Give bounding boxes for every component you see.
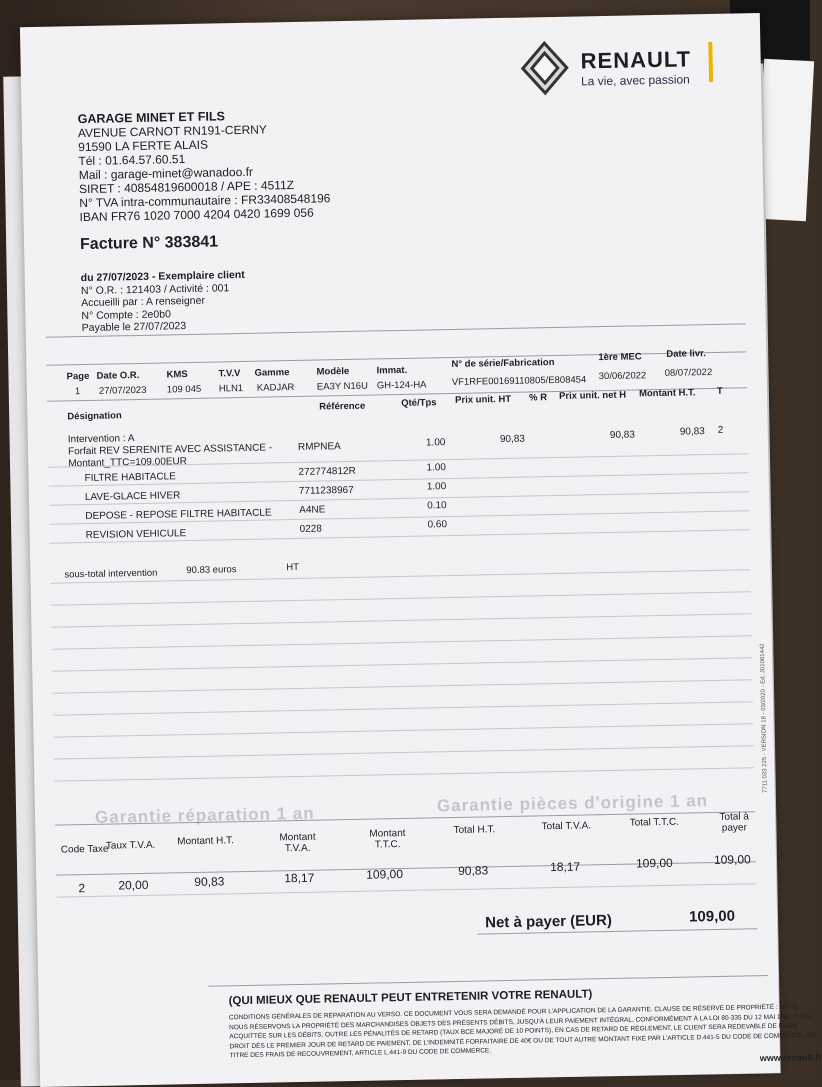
row-rule xyxy=(54,767,754,781)
col-unit-net: Prix unit. net H xyxy=(558,389,627,402)
totals-header-montant-ttc: Montant T.T.C. xyxy=(369,827,406,851)
totals-header-montant-tva: Montant T.V.A. xyxy=(279,831,316,855)
line-item-reference: 272774812R xyxy=(298,465,356,478)
subtotal-label: sous-total intervention xyxy=(64,567,158,581)
line-item-reference: A4NE xyxy=(299,504,326,516)
totals-header-montant-ht: Montant H.T. xyxy=(177,835,235,848)
totals-header-total-ht: Total H.T. xyxy=(453,824,496,837)
line-item-designation: Forfait REV SERENITE AVEC ASSISTANCE - xyxy=(67,442,273,458)
line-item-tax-code: 2 xyxy=(717,424,724,436)
vehicle-header-serial: N° de série/Fabrication xyxy=(451,357,555,370)
row-rule xyxy=(54,723,754,737)
brand-slogan: La vie, avec passion xyxy=(580,72,690,89)
line-item-designation: LAVE-GLACE HIVER xyxy=(84,490,181,504)
vehicle-header-date-or: Date O.R. xyxy=(96,369,140,382)
garage-name: GARAGE MINET ET FILS xyxy=(77,109,226,127)
footer-conditions: CONDITIONS GÉNÉRALES DE RÉPARATION AU VERSO. CE DOCUMENT VOUS SERA DEMANDÉ POUR L'APPLICATION DE LA GARANTIE. CLAUSE DE RÉSERVE DE PROPRIÉTÉ : NOUS NOUS RÉSERVONS LA PROPRIÉTÉ DES MARCHANDISES OBJETS DES PRÉSENTS DÉBITS, JUSQU'À LEUR PAIEMENT INTÉGRAL, CONFORMÉMENT À LA LOI 80-335 DU 12 MAI 1980. T.V.A. ACQUITTÉE SUR LES DÉBITS. OUTRE LES PÉNALITÉS DE RETARD (TAUX BCE MAJORÉ DE 10 POINTS), EN CAS DE RETARD DE RÈGLEMENT, LE CLIENT SERA REDEVABLE DE PLEIN DROIT DÈS LE PREMIER JOUR DE RETARD DE PAIEMENT, DE L'INDEMNITÉ FORFAITAIRE DE 40€ OU DE TOUT AUTRE MONTANT FIXÉ PAR L'ARTICLE D.441-5 DU CODE DE COMMERCE, AU TITRE DES FRAIS DE RECOUVREMENT, ARTICLE L.441-9 DU CODE DE COMMERCE. xyxy=(228,1003,816,1060)
invoice-accueil: Accueilli par : A renseigner xyxy=(81,294,206,310)
vehicle-header-delivery: Date livr. xyxy=(666,348,707,360)
line-item-unit-net: 90,83 xyxy=(609,429,635,441)
totals-total-ttc: 109,00 xyxy=(635,855,673,871)
line-item-designation: REVISION VEHICULE xyxy=(85,528,187,542)
line-item-designation: Montant_TTC=109.00EUR xyxy=(68,456,188,470)
garage-iban: IBAN FR76 1020 7000 4204 0420 1699 056 xyxy=(79,205,314,225)
invoice-account: N° Compte : 2e0b0 xyxy=(81,308,171,322)
line-item-reference: 7711238967 xyxy=(298,484,354,497)
invoice-date-line: du 27/07/2023 - Exemplaire client xyxy=(80,268,245,285)
invoice-meta xyxy=(81,269,246,335)
garage-phone: Tél : 01.64.57.60.51 xyxy=(78,152,186,169)
line-item-designation: FILTRE HABITACLE xyxy=(84,471,176,485)
totals-header-code: Code Taxe xyxy=(60,843,109,856)
totals-montant-tva: 18,17 xyxy=(284,870,315,886)
totals-total-ht: 90,83 xyxy=(458,863,489,878)
line-item-qty: 0.10 xyxy=(427,500,447,512)
vehicle-header-kms: KMS xyxy=(166,369,188,381)
col-unit-ht: Prix unit. HT xyxy=(455,393,512,406)
vehicle-header-tvv: T.V.V xyxy=(218,368,241,380)
vehicle-immat: GH-124-HA xyxy=(376,379,427,392)
form-reference-code: 7711 033 225 - VERSION 18 - 03/2020 - Ed. J01061442 xyxy=(759,643,769,794)
totals-montant-ht: 90,83 xyxy=(194,874,225,890)
footer-title: (QUI MIEUX QUE RENAULT PEUT ENTRETENIR VOTRE RENAULT) xyxy=(228,988,593,1008)
line-item-qty: 1.00 xyxy=(425,437,446,449)
warranty-repair-watermark: Garantie réparation 1 an xyxy=(94,803,315,827)
vehicle-gamme: KADJAR xyxy=(256,381,295,394)
col-tax-code: T xyxy=(716,385,723,397)
row-rule xyxy=(53,679,753,693)
vehicle-page: 1 xyxy=(74,386,81,398)
garage-info xyxy=(78,107,331,224)
invoice-page xyxy=(20,13,822,1087)
line-item-reference: 0228 xyxy=(299,523,322,535)
totals-montant-ttc: 109,00 xyxy=(366,867,404,882)
line-item-qty: 0.60 xyxy=(427,519,448,531)
vehicle-date-or: 27/07/2023 xyxy=(98,384,147,397)
line-item-reference: RMPNEA xyxy=(297,441,341,453)
totals-header-to-pay: Total à payer xyxy=(719,811,750,834)
renault-logo-icon xyxy=(518,41,571,96)
vehicle-tvv: HLN1 xyxy=(218,382,244,395)
totals-header-total-ttc: Total T.T.C. xyxy=(629,816,680,829)
line-item-designation: DEPOSE - REPOSE FILTRE HABITACLE xyxy=(85,507,272,523)
row-rule xyxy=(52,635,752,649)
invoice-title: Facture N° 383841 xyxy=(79,233,219,254)
line-item-qty: 1.00 xyxy=(426,462,447,474)
garage-address-2: 91590 LA FERTE ALAIS xyxy=(78,137,209,155)
vehicle-delivery: 08/07/2022 xyxy=(664,366,713,379)
col-qty: Qté/Tps xyxy=(401,397,437,409)
row-rule xyxy=(53,701,753,715)
brand-accent-bar xyxy=(708,42,713,82)
totals-header-rate: Taux T.V.A. xyxy=(105,839,156,852)
warranty-parts-watermark: Garantie pièces d'origine 1 an xyxy=(436,791,709,816)
vehicle-header-immat: Immat. xyxy=(376,364,408,377)
row-rule xyxy=(57,883,757,897)
subtotal-value: 90.83 euros xyxy=(186,564,237,577)
vehicle-header-mec: 1ère MEC xyxy=(598,351,642,364)
line-item-qty: 1.00 xyxy=(426,481,447,493)
divider xyxy=(208,975,768,987)
vehicle-header-gamme: Gamme xyxy=(254,367,290,379)
garage-siret: SIRET : 40854819600018 / APE : 4511Z xyxy=(78,177,295,197)
row-rule xyxy=(54,745,754,759)
net-to-pay-value: 109,00 xyxy=(688,907,736,926)
invoice-or-line: N° O.R. : 121403 / Activité : 001 xyxy=(80,281,230,297)
garage-address-1: AVENUE CARNOT RN191-CERNY xyxy=(77,122,267,141)
totals-code: 2 xyxy=(78,881,86,896)
subtotal-suffix: HT xyxy=(286,561,300,574)
invoice-payable: Payable le 27/07/2023 xyxy=(81,320,187,335)
col-montant-ht: Montant H.T. xyxy=(638,387,696,400)
totals-header-total-tva: Total T.V.A. xyxy=(541,820,592,833)
vehicle-header-modele: Modèle xyxy=(316,365,350,378)
line-item-unit-ht: 90,83 xyxy=(499,433,526,446)
row-rule xyxy=(51,613,751,627)
vehicle-serial: VF1RFE00169110805/E808454 xyxy=(451,374,587,388)
line-item-designation: Intervention : A xyxy=(67,433,135,446)
col-designation: Désignation xyxy=(67,410,122,423)
vehicle-modele: EA3Y N16U xyxy=(316,380,369,393)
totals-to-pay: 109,00 xyxy=(713,852,751,868)
totals-total-tva: 18,17 xyxy=(549,859,581,875)
line-item-montant: 90,83 xyxy=(679,426,705,438)
garage-vat-number: N° TVA intra-communautaire : FR33408548196 xyxy=(79,191,331,211)
garage-email: Mail : garage-minet@wanadoo.fr xyxy=(78,164,254,183)
col-rebate: % R xyxy=(529,392,548,404)
net-to-pay-label: Net à payer (EUR) xyxy=(485,912,613,932)
col-reference: Référence xyxy=(319,400,366,413)
row-rule xyxy=(52,657,752,671)
totals-rate: 20,00 xyxy=(118,877,149,893)
vehicle-kms: 109 045 xyxy=(166,383,202,396)
brand-name: RENAULT xyxy=(580,46,692,74)
footer-website[interactable]: www.renault.fr xyxy=(759,1051,822,1064)
vehicle-mec: 30/06/2022 xyxy=(598,370,647,383)
vehicle-header-page: Page xyxy=(66,370,90,383)
row-rule xyxy=(51,591,751,605)
